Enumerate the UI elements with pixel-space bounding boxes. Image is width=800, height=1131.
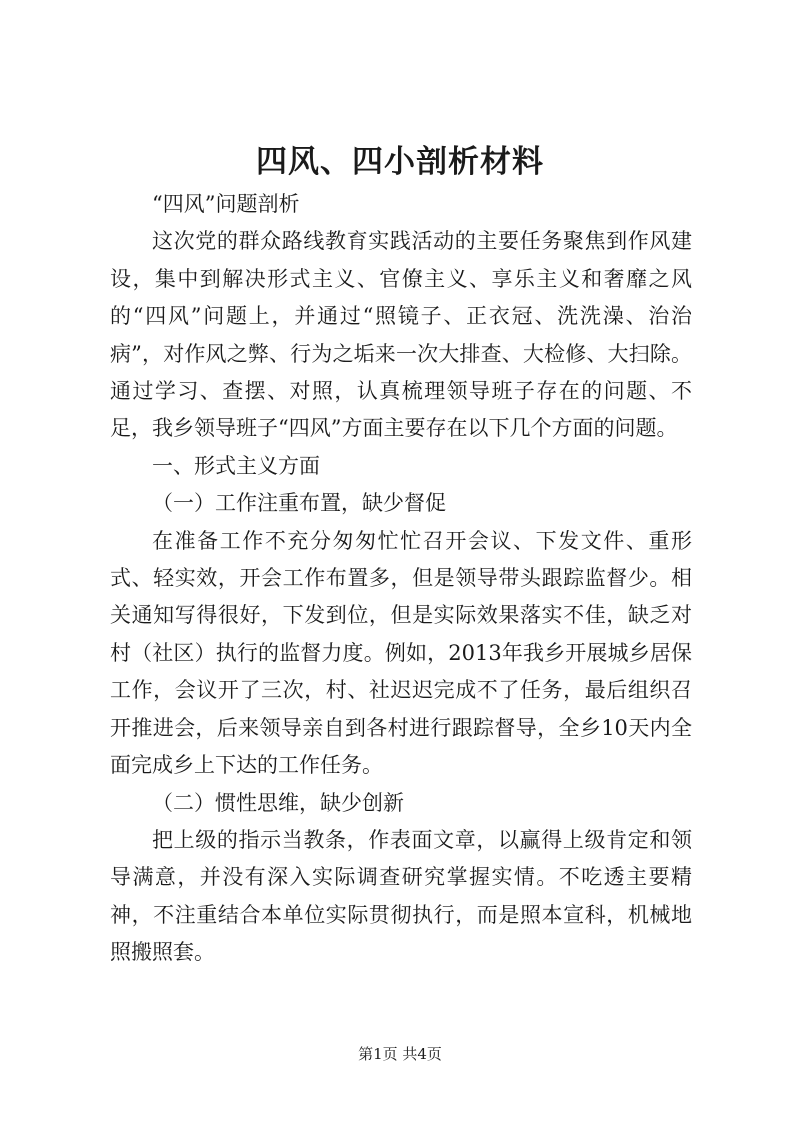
document-body	[110, 186, 692, 972]
section-heading: “四风”问题剖析	[152, 192, 300, 216]
subsection-one-paragraph: 在准备工作不充分匆匆忙忙召开会议、下发文件、重形式、轻实效，开会工作布置多，但是领导带头跟踪监督少。相关通知写得很好，下发到位，但是实际效果落实不佳，缺乏对村（社区）执行的监督力度。例如，2013年我乡开展城乡居保工作，会议开了三次，村、社迟迟完成不了任务，最后组织召开推进会，后来领导亲自到各村进行跟踪督导，全乡10天内全面完成乡上下达的工作任务。	[110, 528, 692, 778]
subsection-two-paragraph: 把上级的指示当教条，作表面文章，以赢得上级肯定和领导满意，并没有深入实际调查研究掌握实情。不吃透主要精神，不注重结合本单位实际贯彻执行，而是照本宣科，机械地照搬照套。	[110, 827, 692, 965]
intro-paragraph: 这次党的群众路线教育实践活动的主要任务聚焦到作风建设，集中到解决形式主义、官僚主义、享乐主义和奢靡之风的“四风”问题上，并通过“照镜子、正衣冠、洗洗澡、治治病”，对作风之弊、行为之垢来一次大排查、大检修、大扫除。通过学习、查摆、对照，认真梳理领导班子存在的问题、不足，我乡领导班子“四风”方面主要存在以下几个方面的问题。	[110, 229, 692, 441]
document-title: 四风、四小剖析材料	[256, 144, 544, 180]
part-one-heading: 一、形式主义方面	[152, 453, 320, 478]
page-footer: 第1页 共4页	[358, 1045, 442, 1063]
subsection-two-heading: （二）惯性思维，缺少创新	[152, 790, 404, 815]
subsection-one-heading: （一）工作注重布置，缺少督促	[152, 491, 446, 516]
